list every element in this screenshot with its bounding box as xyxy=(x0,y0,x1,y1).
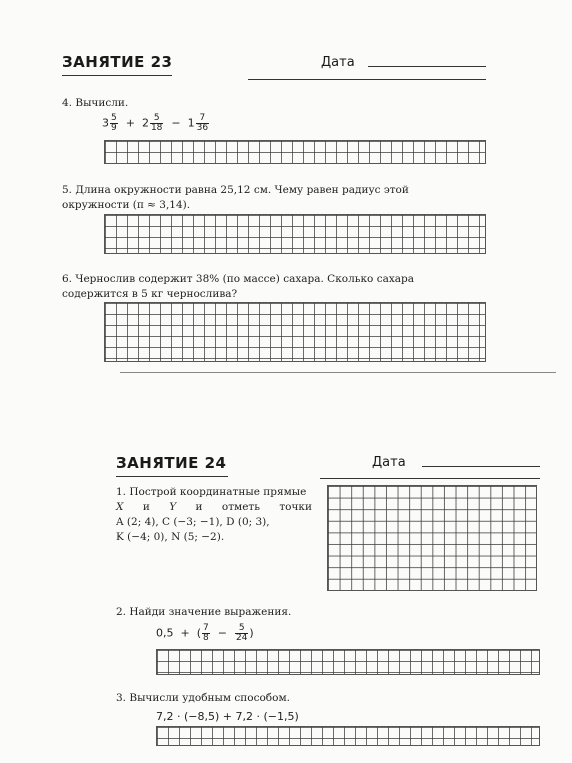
lesson-24-date-line xyxy=(422,466,540,467)
numerator: 5 xyxy=(235,624,248,634)
worksheet-page-bottom xyxy=(0,392,572,763)
task-5-line-2: окружности (π ≈ 3,14). xyxy=(62,199,191,211)
heading-underline-left xyxy=(62,75,172,76)
task-1-line-4: K (−4; 0), N (5; −2). xyxy=(116,531,225,543)
task-5-answer-grid[interactable] xyxy=(104,214,486,254)
denominator: 24 xyxy=(235,633,248,643)
task-2-answer-grid[interactable] xyxy=(156,649,540,675)
lesson-24-heading: ЗАНЯТИЕ 24 xyxy=(116,454,227,472)
page-bottom-edge-line xyxy=(120,372,556,373)
lesson-24-date-label: Дата xyxy=(372,455,406,470)
denominator: 18 xyxy=(150,123,163,133)
mixed-whole: 1 xyxy=(187,116,195,130)
numerator: 5 xyxy=(150,114,163,124)
numerator: 7 xyxy=(203,623,209,633)
task-2-label: 2. Найди значение выражения. xyxy=(116,606,292,618)
word: и xyxy=(142,501,150,513)
numerator: 5 xyxy=(111,113,117,123)
lesson-23-date-label: Дата xyxy=(321,55,355,70)
word: X xyxy=(116,501,124,513)
fraction xyxy=(150,114,163,133)
task-1-line-1: 1. Построй координатные прямые xyxy=(116,486,307,498)
task-6-line-2: содержится в 5 кг чернослива? xyxy=(62,288,238,300)
fraction xyxy=(196,114,209,133)
denominator: 8 xyxy=(203,633,209,643)
lesson-23-date-line xyxy=(368,66,486,67)
mixed-whole: 3 xyxy=(102,116,109,130)
operator: − xyxy=(217,626,227,640)
task-3-answer-grid[interactable] xyxy=(156,726,540,746)
denominator: 36 xyxy=(196,123,209,133)
numerator: 7 xyxy=(196,114,209,124)
task-4-expression xyxy=(102,114,210,133)
task-1-coordinate-grid[interactable] xyxy=(327,485,537,591)
operator: + xyxy=(180,626,190,640)
task-5-line-1: 5. Длина окружности равна 25,12 см. Чему равен радиус этой xyxy=(62,184,409,196)
paren-open: ( xyxy=(196,626,202,640)
heading-underline-left xyxy=(116,476,228,477)
word: Y xyxy=(169,501,177,513)
fraction xyxy=(235,624,248,643)
task-6-answer-grid[interactable] xyxy=(104,302,486,362)
lesson-23-heading: ЗАНЯТИЕ 23 xyxy=(62,53,173,71)
task-1-line-2 xyxy=(116,500,312,515)
denominator: 9 xyxy=(111,123,117,133)
heading-underline-right xyxy=(320,478,540,479)
task-3-expression: 7,2 · (−8,5) + 7,2 · (−1,5) xyxy=(156,710,299,723)
mixed-whole: 2 xyxy=(141,116,149,130)
paren-close: ) xyxy=(249,626,254,640)
fraction xyxy=(202,624,210,643)
task-3-label: 3. Вычисли удобным способом. xyxy=(116,692,290,704)
word: отметь xyxy=(221,501,260,513)
heading-underline-right xyxy=(248,79,486,80)
operator: − xyxy=(171,116,181,130)
task-1-line-3: A (2; 4), C (−3; −1), D (0; 3), xyxy=(116,516,270,528)
term: 0,5 xyxy=(156,626,174,640)
fraction xyxy=(110,114,118,133)
operator: + xyxy=(125,116,135,130)
word: и xyxy=(195,501,203,513)
task-4-answer-grid[interactable] xyxy=(104,140,486,164)
task-4-label: 4. Вычисли. xyxy=(62,97,129,109)
task-2-expression xyxy=(156,624,254,643)
word: точки xyxy=(279,501,312,513)
task-6-line-1: 6. Чернослив содержит 38% (по массе) сахара. Сколько сахара xyxy=(62,273,415,285)
